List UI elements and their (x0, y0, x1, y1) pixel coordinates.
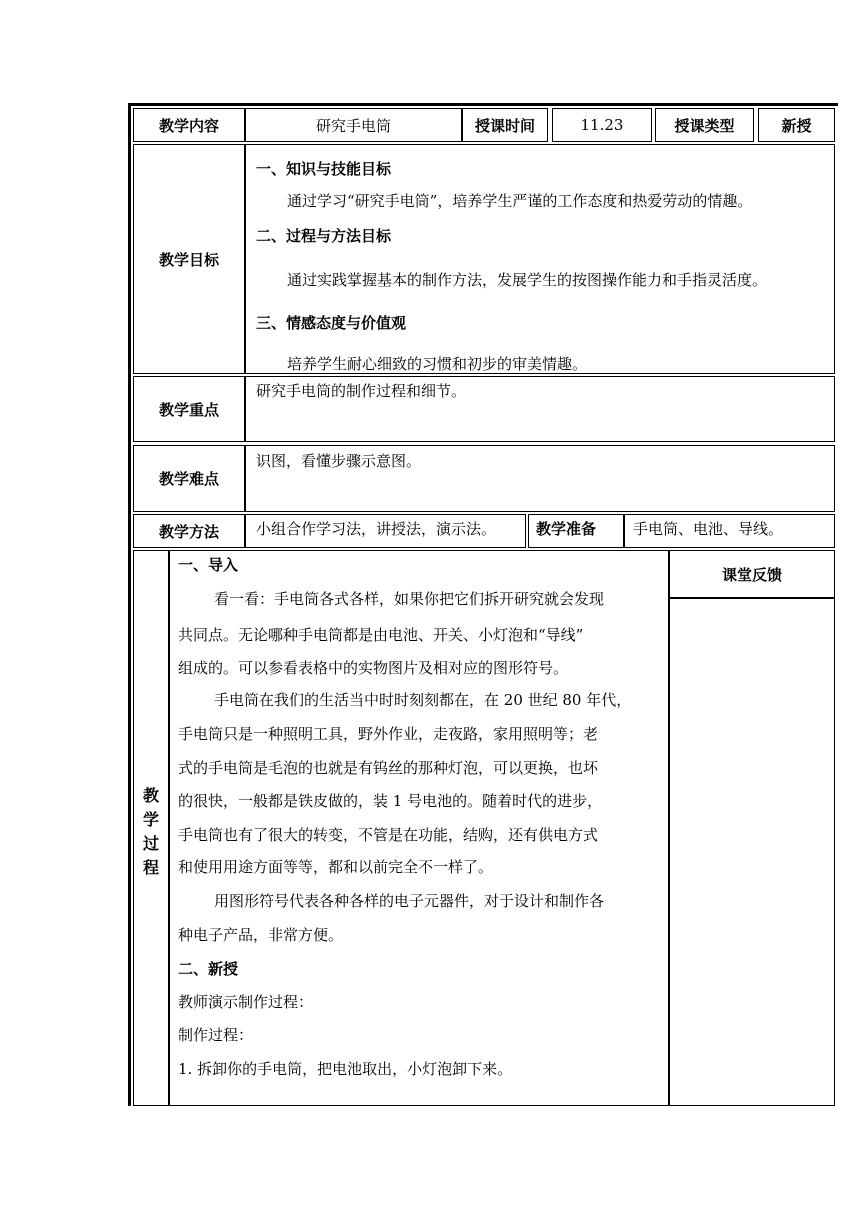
section-1-title: 一、导入 (178, 556, 239, 574)
feedback-label: 课堂反馈 (721, 565, 782, 584)
objectives-heading-1: 一、知识与技能目标 (256, 160, 392, 178)
paragraph-line: 式的手电筒是毛泡的也就是有钨丝的那种灯泡，可以更换，也坏 (178, 759, 599, 777)
objectives-heading-3: 三、情感态度与价值观 (256, 314, 407, 332)
time-value: 11.23 (580, 116, 624, 134)
prep-text: 手电筒、电池、导线。 (633, 520, 784, 538)
paragraph-line: 手电筒在我们的生活当中时时刻刻都在，在 20 世纪 80 年代， (214, 691, 632, 709)
prep-content-cell (624, 514, 835, 548)
key-points-label-cell (133, 376, 245, 442)
objectives-text-3: 培养学生耐心细致的习惯和初步的审美情趣。 (287, 355, 588, 373)
difficulties-content-cell (245, 445, 835, 512)
demo-text: 教师演示制作过程： (178, 993, 314, 1011)
feedback-label-cell (669, 550, 835, 598)
key-points-text: 研究手电筒的制作过程和细节。 (256, 382, 467, 400)
key-points-label: 教学重点 (158, 400, 219, 419)
paragraph-line: 看一看：手电筒各式各样，如果你把它们拆开研究就会发现 (214, 590, 605, 608)
type-label: 授课类型 (674, 116, 735, 135)
process-content-cell (169, 550, 669, 1106)
content-label: 教学内容 (158, 116, 219, 135)
objectives-label: 教学目标 (158, 250, 219, 269)
difficulties-label-cell (133, 445, 245, 512)
objectives-heading-2: 二、过程与方法目标 (256, 227, 392, 245)
type-label-cell (655, 108, 754, 142)
methods-text: 小组合作学习法，讲授法，演示法。 (256, 520, 497, 538)
paragraph-line: 的很快，一般都是铁皮做的，装 1 号电池的。随着时代的进步， (178, 792, 603, 810)
type-value: 新授 (781, 116, 812, 135)
difficulties-label: 教学难点 (158, 470, 219, 488)
methods-content-cell (245, 514, 526, 548)
feedback-content-cell (669, 598, 835, 1106)
objectives-content-cell (245, 144, 835, 374)
paragraph-line: 共同点。无论哪种手电筒都是由电池、开关、小灯泡和“导线” (178, 626, 584, 644)
time-label-cell (462, 108, 548, 142)
type-value-cell (758, 108, 835, 142)
content-value: 研究手电筒 (315, 116, 391, 135)
time-label: 授课时间 (474, 116, 535, 135)
difficulties-text: 识图，看懂步骤示意图。 (256, 452, 422, 470)
paragraph-line: 种电子产品，非常方便。 (178, 926, 344, 944)
objectives-text-1: 通过学习“研究手电筒”，培养学生严谨的工作态度和热爱劳动的情趣。 (287, 192, 753, 210)
methods-label-cell (133, 514, 245, 548)
prep-label: 教学准备 (536, 520, 597, 538)
paragraph-line: 手电筒只是一种照明工具，野外作业，走夜路，家用照明等；老 (178, 725, 599, 743)
paragraph-line: 用图形符号代表各种各样的电子元器件，对于设计和制作各 (214, 892, 605, 910)
paragraph-line: 组成的。可以参看表格中的实物图片及相对应的图形符号。 (178, 659, 569, 677)
methods-label: 教学方法 (158, 522, 219, 541)
prep-label-cell (528, 514, 624, 548)
objectives-label-cell (133, 144, 245, 374)
content-label-cell (133, 108, 245, 142)
steps-label: 制作过程： (178, 1026, 254, 1044)
content-value-cell (245, 108, 462, 142)
paragraph-line: 和使用用途方面等等，都和以前完全不一样了。 (178, 858, 494, 876)
key-points-content-cell (245, 376, 835, 442)
process-label: 教 学 过 程 (142, 786, 159, 877)
process-label-cell (133, 550, 169, 1106)
objectives-text-2: 通过实践掌握基本的制作方法，发展学生的按图操作能力和手指灵活度。 (287, 271, 768, 289)
section-2-title: 二、新授 (178, 960, 239, 978)
paragraph-line: 手电筒也有了很大的转变，不管是在功能，结购，还有供电方式 (178, 826, 599, 844)
time-value-cell (552, 108, 652, 142)
step-1-text: 1. 拆卸你的手电筒，把电池取出，小灯泡卸下来。 (178, 1060, 513, 1078)
